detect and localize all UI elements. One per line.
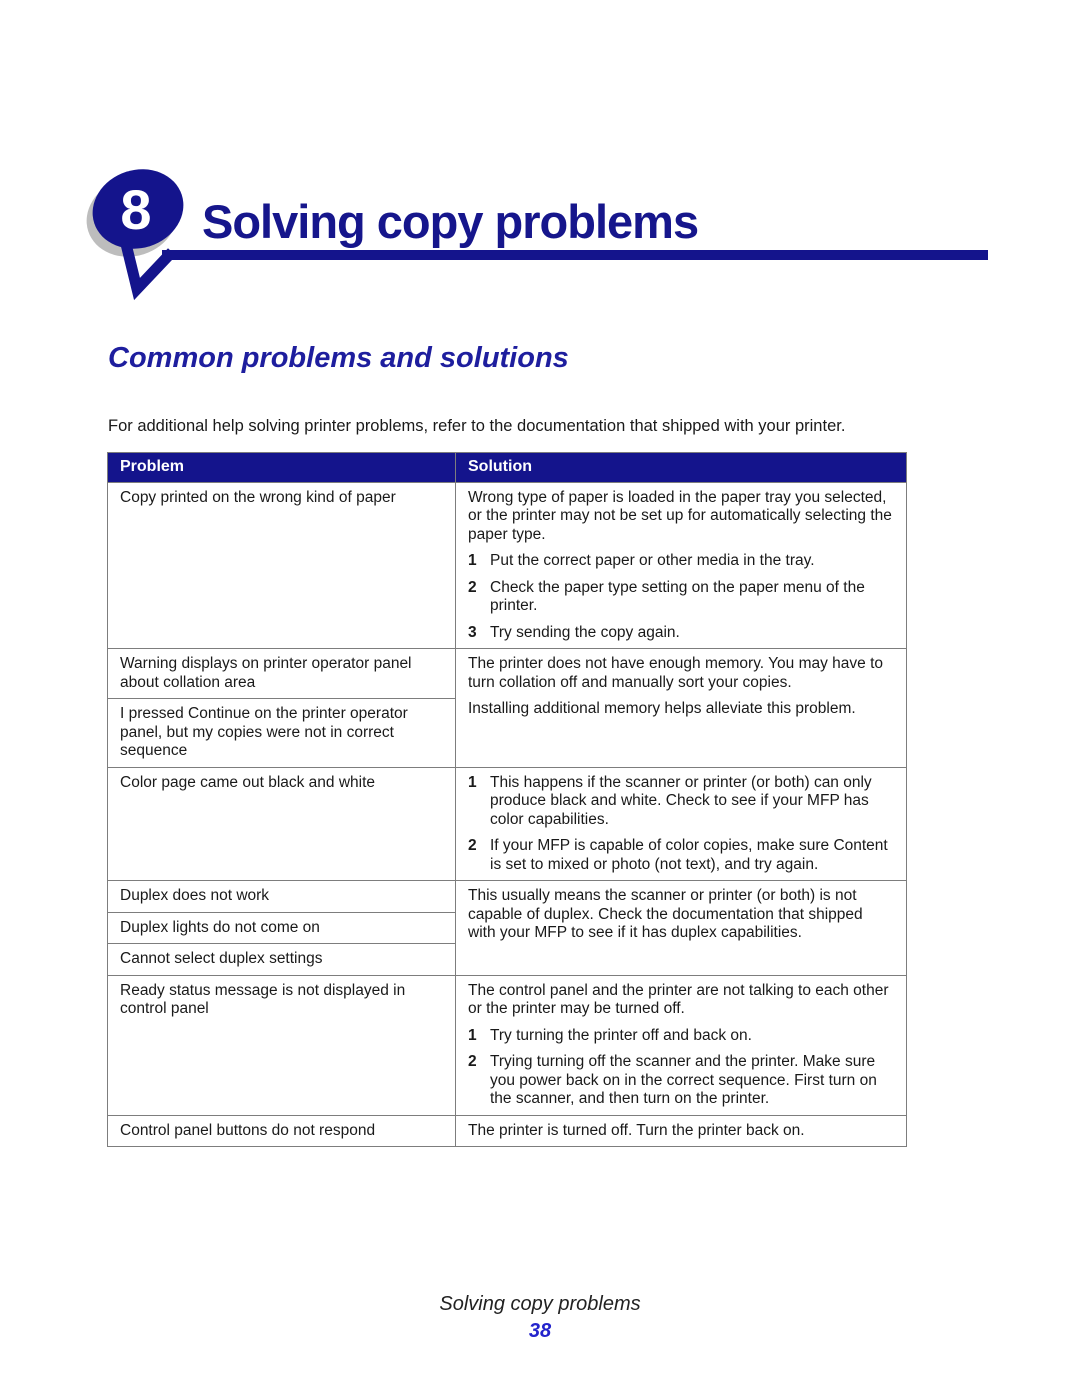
table-row xyxy=(108,975,907,1115)
problem-cell: Control panel buttons do not respond xyxy=(108,1115,456,1147)
step-number: 2 xyxy=(468,837,477,854)
table-header-row xyxy=(108,453,907,483)
chapter-number: 8 xyxy=(120,178,152,241)
solution-step xyxy=(468,1053,892,1109)
table-row xyxy=(108,482,907,649)
column-header-problem: Problem xyxy=(108,453,456,483)
table-row xyxy=(108,1115,907,1147)
step-number: 1 xyxy=(468,1026,477,1044)
header-rule xyxy=(162,250,988,260)
solution-paragraph: Installing additional memory helps alleviate this problem. xyxy=(468,700,856,717)
step-text: Try turning the printer off and back on. xyxy=(490,1026,752,1044)
column-header-solution: Solution xyxy=(456,453,907,483)
step-text: Try sending the copy again. xyxy=(490,623,680,641)
solution-step xyxy=(468,837,892,874)
page-footer xyxy=(0,1293,1080,1343)
table-row xyxy=(108,767,907,881)
solution-cell xyxy=(456,649,907,768)
solution-step xyxy=(468,774,892,830)
chapter-header-graphic xyxy=(0,0,1080,320)
solution-paragraph: Wrong type of paper is loaded in the paper tray you selected, or the printer may not be set up for automatically selecting the paper type. xyxy=(468,488,892,543)
table-row xyxy=(108,881,907,913)
step-text: Put the correct paper or other media in the tray. xyxy=(490,552,815,569)
problem-cell: Copy printed on the wrong kind of paper xyxy=(108,482,456,649)
step-text: If your MFP is capable of color copies, make sure Content is set to mixed or photo (not text), and try again. xyxy=(490,837,888,873)
problem-cell: Ready status message is not displayed in control panel xyxy=(108,975,456,1115)
solution-step xyxy=(468,624,892,643)
solution-step xyxy=(468,552,892,571)
solution-paragraph: This usually means the scanner or printer (or both) is not capable of duplex. Check the documentation that shipped with your MFP to see if it has duplex capabilities. xyxy=(468,887,863,941)
step-text: Check the paper type setting on the paper menu of the printer. xyxy=(490,578,865,614)
page-title: Solving copy problems xyxy=(202,195,699,248)
problem-cell: I pressed Continue on the printer operator panel, but my copies were not in correct sequence xyxy=(108,699,456,768)
solution-paragraph: The printer is turned off. Turn the printer back on. xyxy=(468,1121,805,1139)
step-text: Trying turning off the scanner and the printer. Make sure you power back on in the correct sequence. First turn on the scanner, and then turn on the printer. xyxy=(490,1053,877,1107)
step-text: This happens if the scanner or printer (or both) can only produce black and white. Check to see if your MFP has color capabilities. xyxy=(490,773,872,828)
solution-step xyxy=(468,579,892,616)
table-row xyxy=(108,649,907,699)
footer-chapter-title: Solving copy problems xyxy=(439,1293,641,1315)
problems-solutions-table xyxy=(107,452,907,1147)
problem-cell: Cannot select duplex settings xyxy=(108,944,456,976)
step-number: 2 xyxy=(468,1053,477,1070)
problem-cell: Duplex lights do not come on xyxy=(108,912,456,944)
solution-cell xyxy=(456,767,907,881)
section-heading: Common problems and solutions xyxy=(108,342,569,374)
problem-cell: Color page came out black and white xyxy=(108,767,456,881)
solution-step xyxy=(468,1027,892,1046)
solution-cell xyxy=(456,482,907,649)
page-number: 38 xyxy=(528,1320,552,1342)
solution-paragraph: The control panel and the printer are not talking to each other or the printer may be turned off. xyxy=(468,981,889,1017)
solution-cell xyxy=(456,975,907,1115)
problem-cell: Duplex does not work xyxy=(108,881,456,913)
step-number: 1 xyxy=(468,552,477,569)
problem-cell: Warning displays on printer operator panel about collation area xyxy=(108,649,456,699)
intro-paragraph: For additional help solving printer problems, refer to the documentation that shipped with your printer. xyxy=(108,416,846,435)
step-number: 2 xyxy=(468,578,477,596)
solution-cell xyxy=(456,1115,907,1147)
solution-cell xyxy=(456,881,907,976)
step-number: 1 xyxy=(468,773,477,791)
solution-paragraph: The printer does not have enough memory. You may have to turn collation off and manually sort your copies. xyxy=(468,655,884,691)
step-number: 3 xyxy=(468,623,477,641)
